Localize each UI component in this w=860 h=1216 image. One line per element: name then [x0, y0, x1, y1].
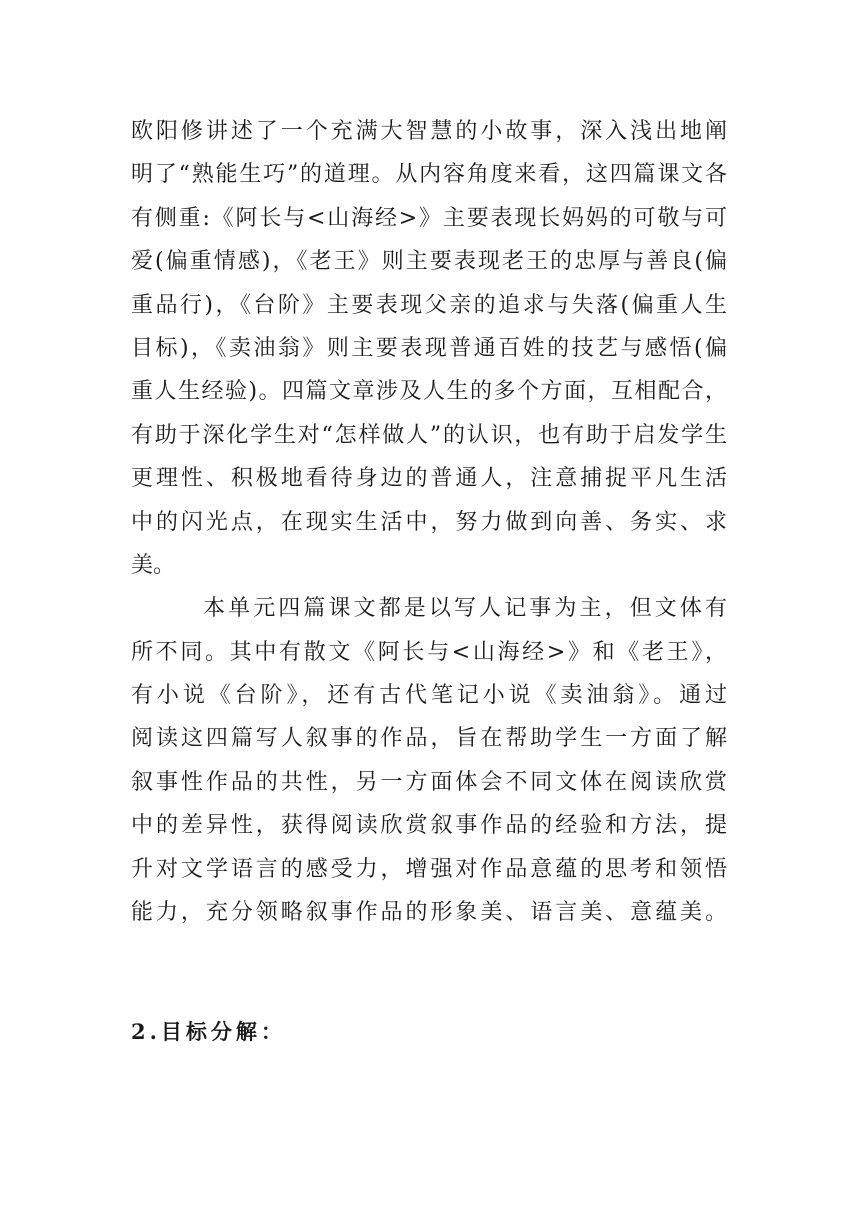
paragraph-line: 目标)，《卖油翁》则主要表现普通百姓的技艺与感悟(偏 [131, 335, 727, 361]
paragraph-genre-analysis [131, 587, 727, 934]
section-heading: 2.目标分解： [131, 1019, 286, 1044]
paragraph-line: 更理性、积极地看待身边的普通人，注意捕捉平凡生活 [131, 466, 727, 492]
paragraph-line: 本单元四篇课文都是以写人记事为主，但文体有 [203, 596, 727, 622]
paragraph-line: 中的闪光点，在现实生活中，努力做到向善、务实、求 [131, 509, 727, 535]
paragraph-line: 重人生经验)。四篇文章涉及人生的多个方面，互相配合， [131, 379, 727, 405]
paragraph-unit-content [131, 110, 727, 587]
document-body [131, 110, 727, 934]
paragraph-line: 叙事性作品的共性，另一方面体会不同文体在阅读欣赏 [131, 769, 727, 795]
paragraph-line: 所不同。其中有散文《阿长与<山海经>》和《老王》， [131, 639, 727, 665]
paragraph-line: 美。 [131, 552, 176, 578]
paragraph-line: 有助于深化学生对“怎样做人”的认识，也有助于启发学生 [131, 422, 727, 448]
paragraph-line: 爱(偏重情感)，《老王》则主要表现老王的忠厚与善良(偏 [131, 249, 727, 275]
paragraph-line: 明了“熟能生巧”的道理。从内容角度来看，这四篇课文各 [131, 162, 727, 188]
paragraph-line: 阅读这四篇写人叙事的作品，旨在帮助学生一方面了解 [131, 726, 727, 752]
paragraph-line: 升对文学语言的感受力，增强对作品意蕴的思考和领悟 [131, 856, 727, 882]
paragraph-line: 重品行)，《台阶》主要表现父亲的追求与失落(偏重人生 [131, 292, 727, 318]
paragraph-line: 有侧重:《阿长与<山海经>》主要表现长妈妈的可敬与可 [131, 205, 727, 231]
paragraph-line: 有小说《台阶》，还有古代笔记小说《卖油翁》。通过 [131, 683, 727, 709]
paragraph-line: 能力，充分领略叙事作品的形象美、语言美、意蕴美。 [131, 900, 727, 926]
paragraph-line: 欧阳修讲述了一个充满大智慧的小故事，深入浅出地阐 [131, 119, 727, 144]
paragraph-line: 中的差异性，获得阅读欣赏叙事作品的经验和方法，提 [131, 813, 727, 839]
